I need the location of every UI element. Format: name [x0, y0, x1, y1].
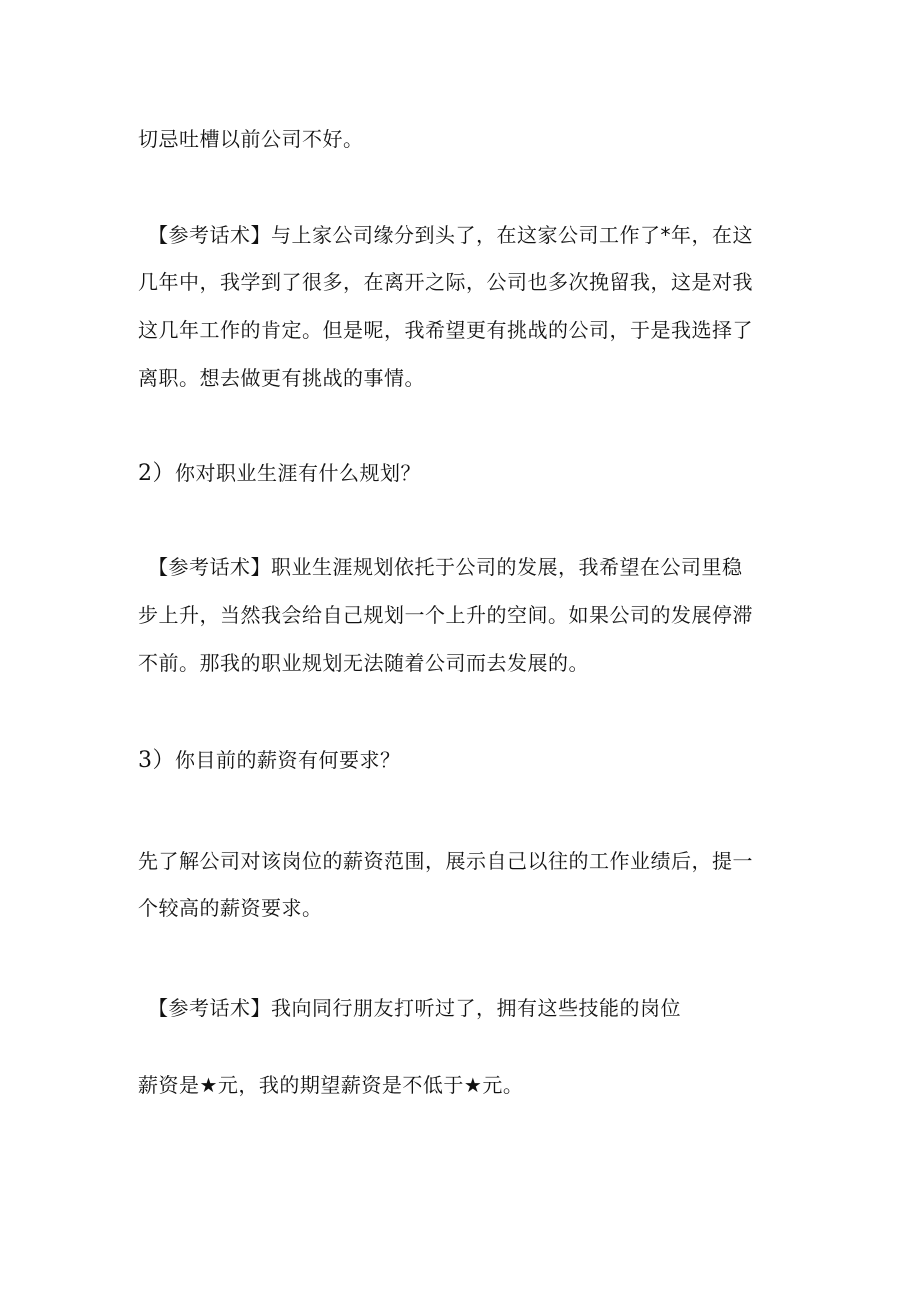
paragraph-line: 切忌吐槽以前公司不好。	[138, 127, 364, 151]
paragraph-line: 【参考话术】与上家公司缘分到头了，在这家公司工作了*年，在这	[148, 223, 753, 247]
paragraph-line: 先了解公司对该岗位的薪资范围，展示自己以往的工作业绩后，提一	[138, 849, 753, 873]
question-heading	[138, 461, 421, 486]
paragraph-line: 个较高的薪资要求。	[138, 896, 323, 920]
paragraph-line: 不前。那我的职业规划无法随着公司而去发展的。	[138, 651, 589, 675]
question-number: 3）	[138, 748, 175, 773]
paragraph-line: 步上升，当然我会给自己规划一个上升的空间。如果公司的发展停滞	[138, 603, 753, 627]
paragraph-line: 薪资是★元，我的期望薪资是不低于★元。	[138, 1073, 524, 1097]
paragraph-line: 离职。想去做更有挑战的事情。	[138, 366, 425, 390]
paragraph-line: 这几年工作的肯定。但是呢，我希望更有挑战的公司，于是我选择了	[138, 318, 753, 342]
paragraph-line: 【参考话术】职业生涯规划依托于公司的发展，我希望在公司里稳	[148, 555, 743, 579]
question-heading	[138, 748, 401, 773]
paragraph-line: 几年中，我学到了很多，在离开之际，公司也多次挽留我，这是对我	[138, 270, 753, 294]
question-number: 2）	[138, 461, 175, 486]
paragraph-line: 【参考话术】我向同行朋友打听过了，拥有这些技能的岗位	[148, 996, 681, 1020]
question-text: 你对职业生涯有什么规划？	[175, 461, 421, 485]
question-text: 你目前的薪资有何要求？	[175, 748, 401, 772]
